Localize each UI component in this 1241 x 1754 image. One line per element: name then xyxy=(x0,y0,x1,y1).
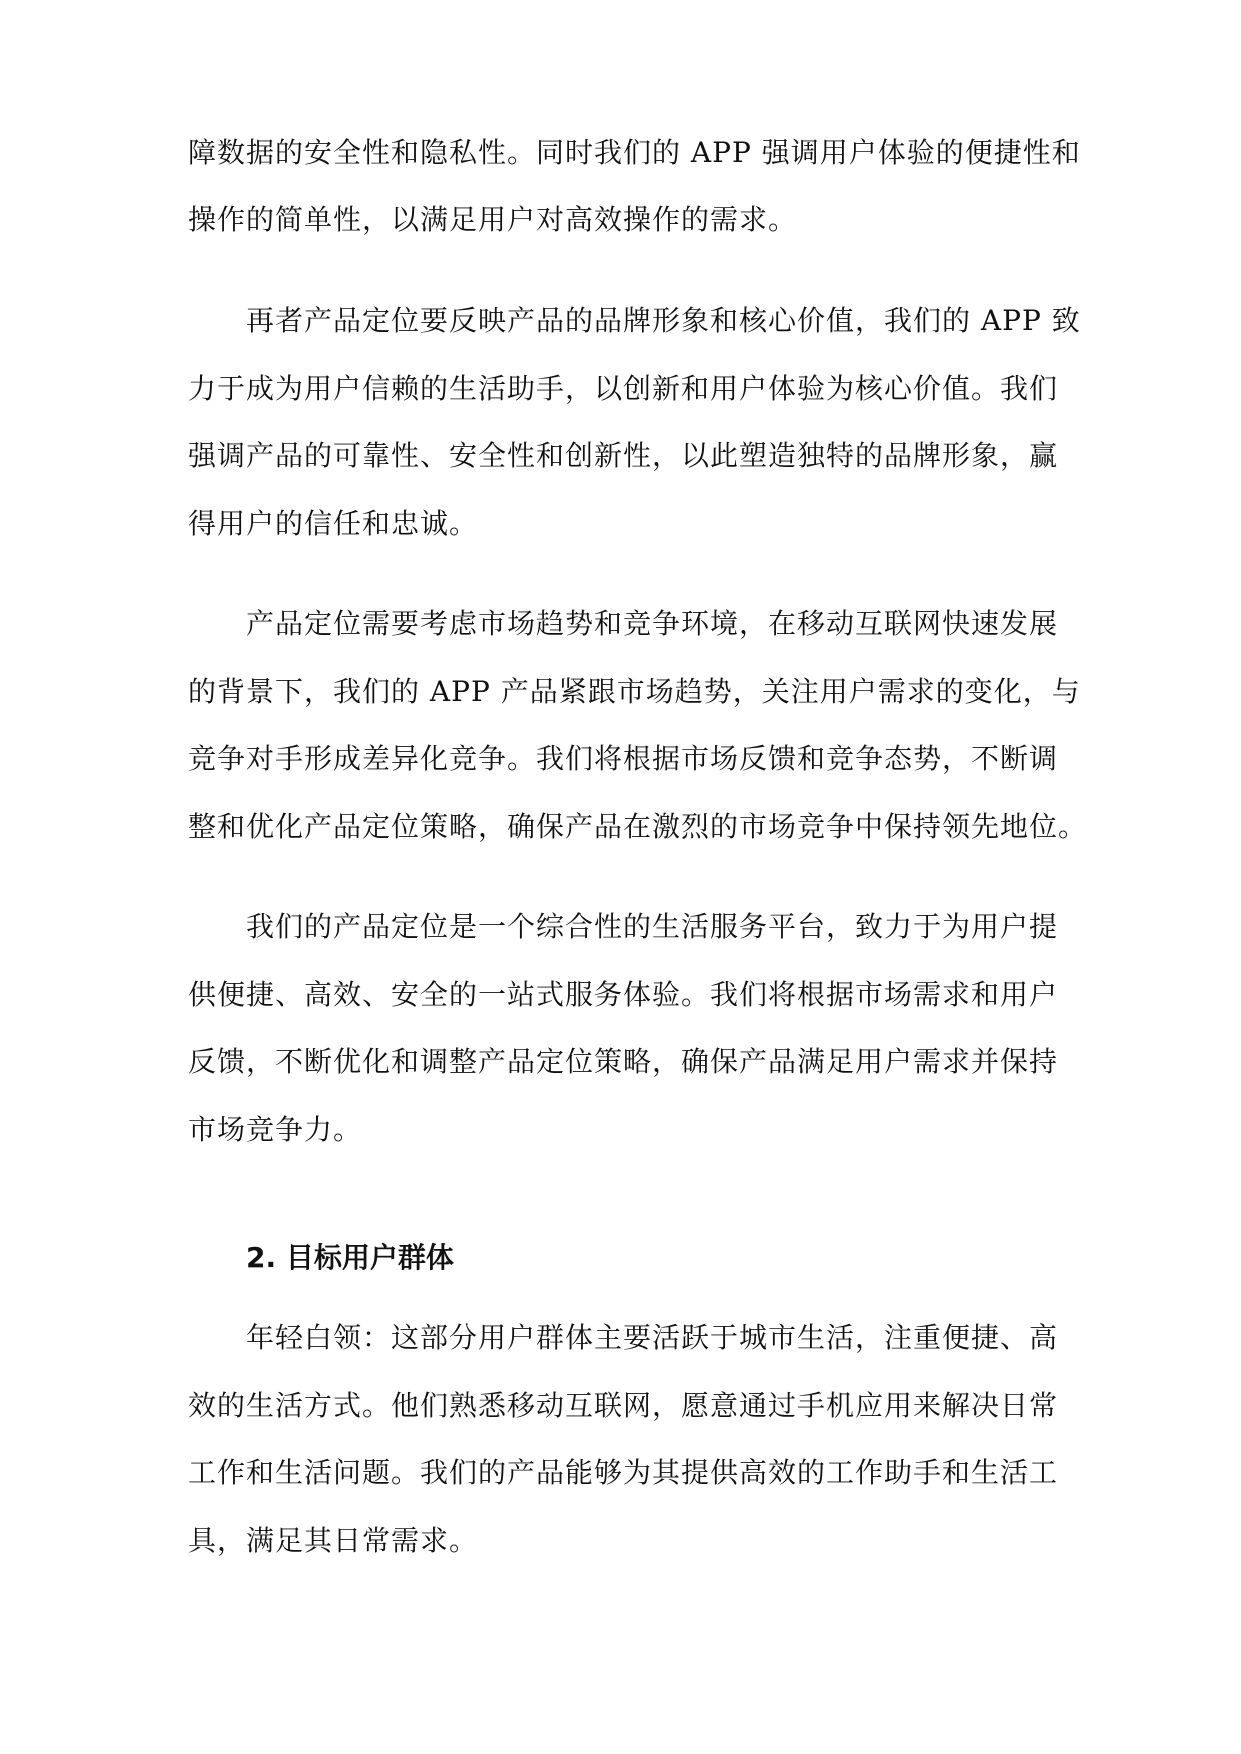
paragraph-line: 反馈，不断优化和调整产品定位策略，确保产品满足用户需求并保持 xyxy=(188,1045,1059,1078)
paragraph-line: 工作和生活问题。我们的产品能够为其提供高效的工作助手和生活工 xyxy=(188,1456,1059,1489)
paragraph-line: 我们的产品定位是一个综合性的生活服务平台，致力于为用户提 xyxy=(246,910,1059,943)
paragraph-line: 的背景下，我们的 APP 产品紧跟市场趋势，关注用户需求的变化，与 xyxy=(188,675,1081,708)
paragraph-line: 得用户的信任和忠诚。 xyxy=(188,507,479,540)
paragraph-line: 产品定位需要考虑市场趋势和竞争环境，在移动互联网快速发展 xyxy=(246,607,1059,640)
paragraph-line: 年轻白领：这部分用户群体主要活跃于城市生活，注重便捷、高 xyxy=(246,1321,1059,1354)
paragraph-line: 障数据的安全性和隐私性。同时我们的 APP 强调用户体验的便捷性和 xyxy=(188,136,1081,169)
paragraph-line: 整和优化产品定位策略，确保产品在激烈的市场竞争中保持领先地位。 xyxy=(188,810,1088,843)
paragraph-line: 市场竞争力。 xyxy=(188,1113,363,1146)
paragraph-line: 效的生活方式。他们熟悉移动互联网，愿意通过手机应用来解决日常 xyxy=(188,1389,1059,1422)
paragraph-line: 力于成为用户信赖的生活助手，以创新和用户体验为核心价值。我们 xyxy=(188,372,1059,405)
paragraph-line: 操作的简单性，以满足用户对高效操作的需求。 xyxy=(188,203,798,236)
section-heading: 2. 目标用户群体 xyxy=(246,1241,454,1274)
paragraph-line: 强调产品的可靠性、安全性和创新性，以此塑造独特的品牌形象，赢 xyxy=(188,439,1059,472)
paragraph-line: 具，满足其日常需求。 xyxy=(188,1524,479,1557)
paragraph-line: 供便捷、高效、安全的一站式服务体验。我们将根据市场需求和用户 xyxy=(188,978,1059,1011)
paragraph-line: 竞争对手形成差异化竞争。我们将根据市场反馈和竞争态势，不断调 xyxy=(188,742,1059,775)
paragraph-line: 再者产品定位要反映产品的品牌形象和核心价值，我们的 APP 致 xyxy=(246,304,1081,337)
